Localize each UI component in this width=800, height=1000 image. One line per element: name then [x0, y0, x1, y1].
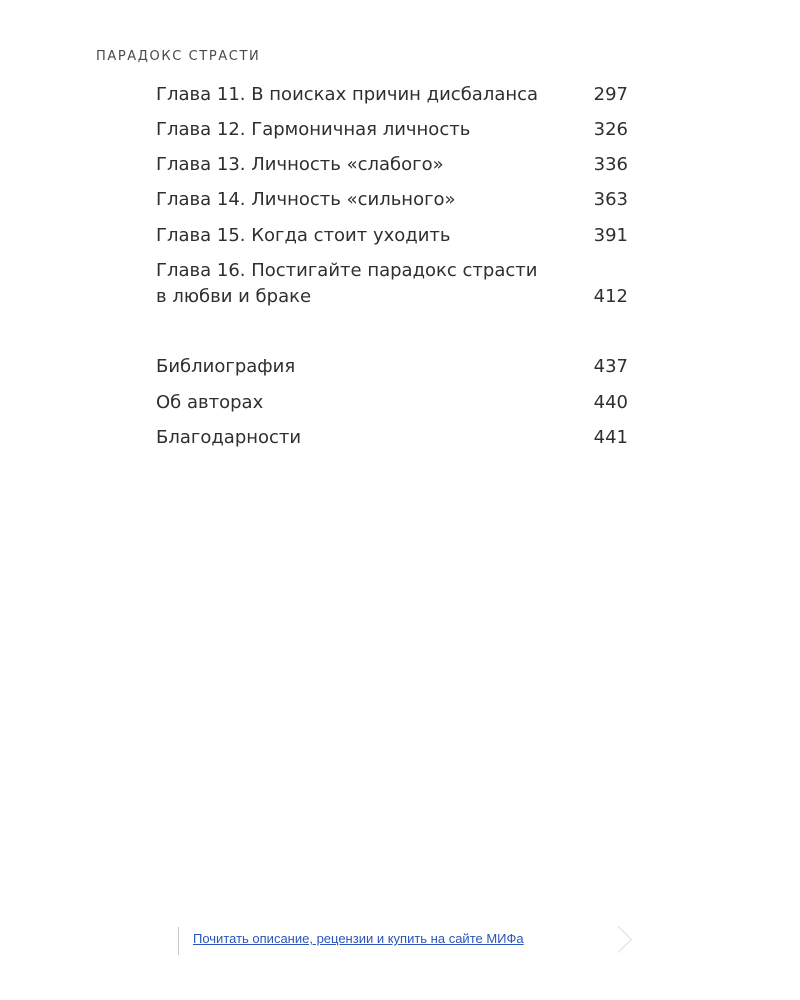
toc-entry-title: Глава 14. Личность «сильного»: [156, 189, 456, 210]
toc-entry-chapter-14[interactable]: [156, 187, 628, 213]
toc-entry-bibliography[interactable]: [156, 354, 628, 380]
toc-entry-title: Библиография: [156, 356, 296, 377]
toc-entry-page: 336: [593, 154, 628, 175]
toc-entry-acknowledgements[interactable]: [156, 425, 628, 451]
toc-entry-page: 391: [593, 225, 628, 246]
toc-entry-title: [156, 258, 586, 310]
toc-entry-chapter-11[interactable]: [156, 82, 628, 108]
toc-entry-title-line-2: в любви и браке: [156, 286, 312, 307]
toc-entry-page: 441: [593, 427, 628, 448]
toc-entry-page: 363: [593, 189, 628, 210]
toc-entry-chapter-13[interactable]: [156, 152, 628, 178]
store-link-banner: [178, 927, 618, 955]
toc-entry-title: Глава 15. Когда стоит уходить: [156, 225, 451, 246]
toc-entry-page: 437: [593, 356, 628, 377]
toc-entry-page: 297: [593, 84, 628, 105]
toc-entry-title: Об авторах: [156, 392, 264, 413]
running-head: ПАРАДОКС СТРАСТИ: [96, 49, 261, 64]
toc-entry-chapter-16[interactable]: [156, 258, 628, 310]
toc-entry-chapter-15[interactable]: [156, 223, 628, 249]
toc-entry-page: 326: [593, 119, 628, 140]
toc-entry-title: Глава 12. Гармоничная личность: [156, 119, 471, 140]
toc-entry-page: 440: [593, 392, 628, 413]
toc-entry-page: 412: [593, 286, 628, 307]
toc-entry-title: Благодарности: [156, 427, 302, 448]
toc-entry-title: Глава 11. В поисках причин дисбаланса: [156, 84, 539, 105]
toc-entry-title: Глава 13. Личность «слабого»: [156, 154, 444, 175]
store-link[interactable]: Почитать описание, рецензии и купить на сайте МИФа: [193, 931, 524, 946]
toc-entry-chapter-12[interactable]: [156, 117, 628, 143]
toc-entry-title-line-1: Глава 16. Постигайте парадокс страсти: [156, 260, 538, 281]
toc-entry-about-authors[interactable]: [156, 390, 628, 416]
